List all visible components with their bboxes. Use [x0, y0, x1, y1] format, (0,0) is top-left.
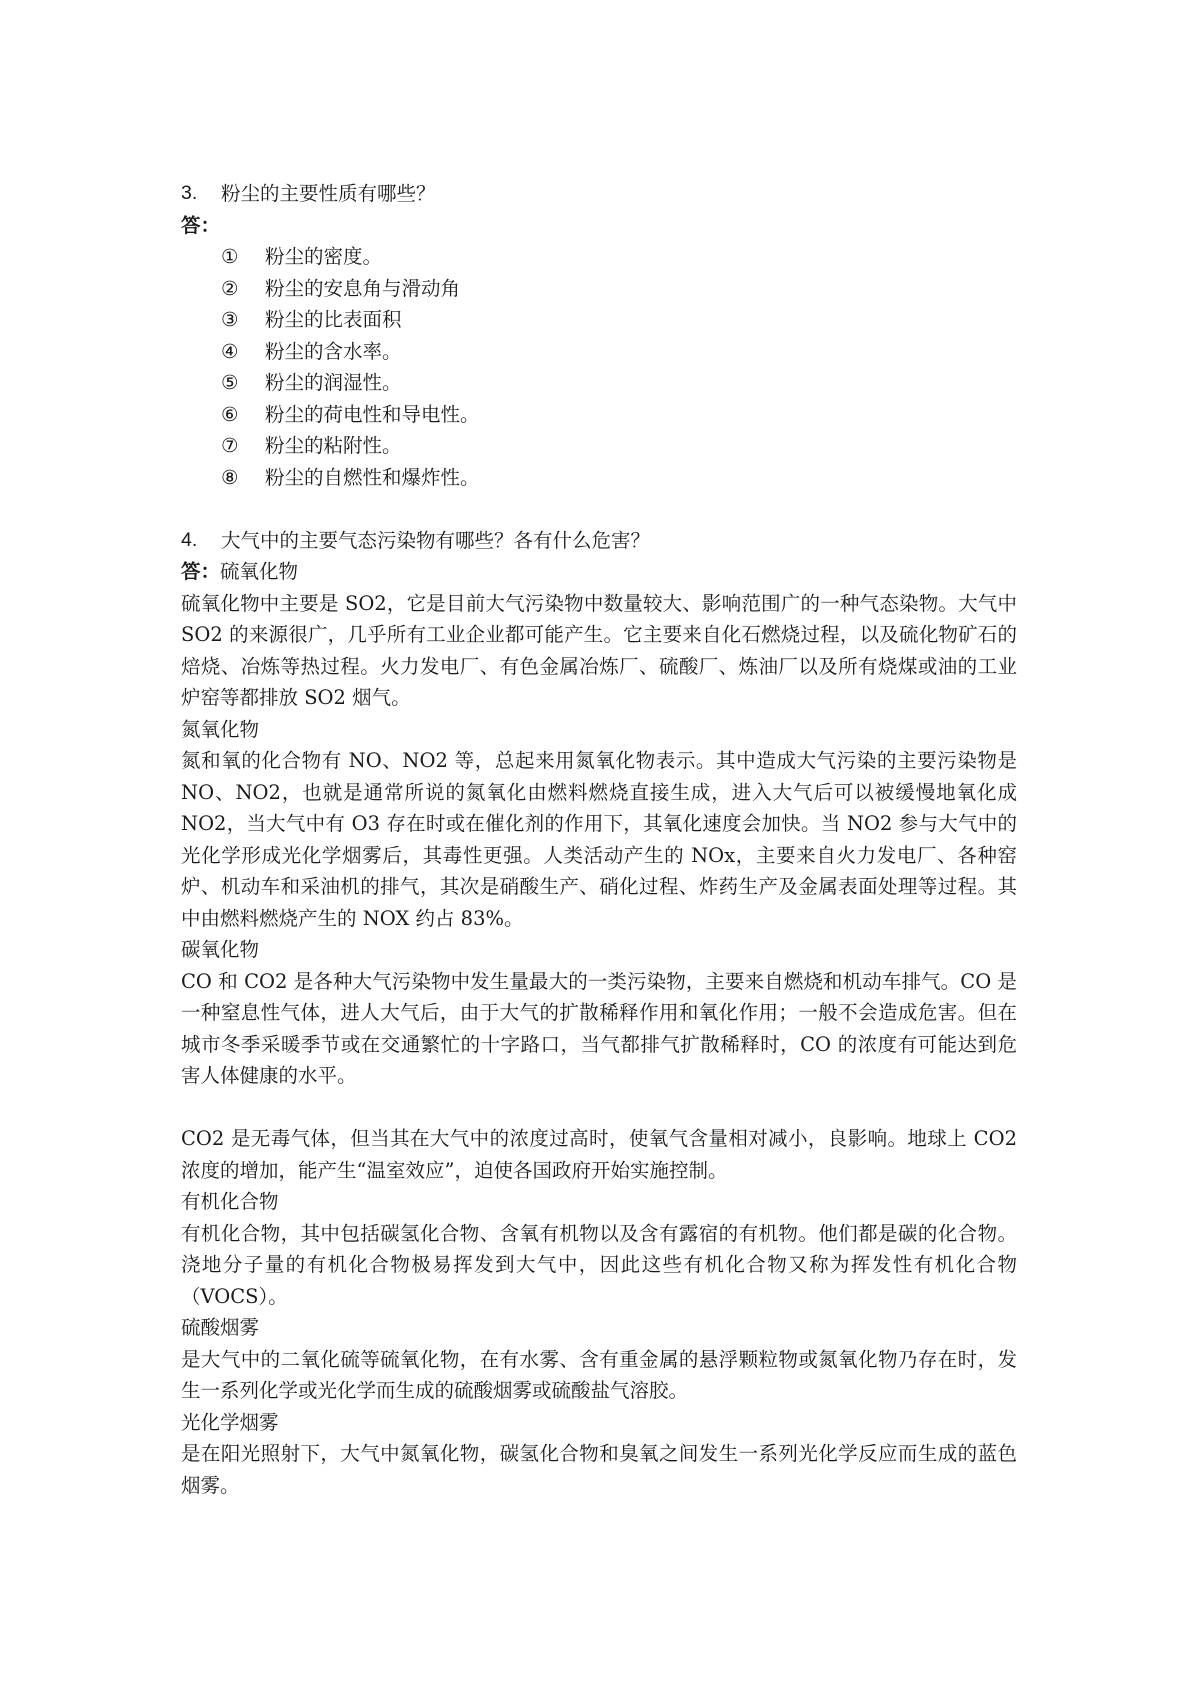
list-item-marker: ⑦	[221, 434, 239, 457]
list-item-text: 粉尘的粘附性。	[265, 434, 402, 457]
list-item-text: 粉尘的荷电性和导电性。	[265, 402, 480, 426]
paragraph-photochemical-smog: 是在阳光照射下，大气中氮氧化物，碳氢化合物和臭氧之间发生一系列光化学反应而生成的蓝色烟雾。	[181, 1442, 1017, 1497]
list-item-marker: ⑥	[221, 402, 239, 426]
question-4-text: 大气中的主要气态污染物有哪些？各有什么危害？	[221, 528, 651, 552]
paragraph-sulfuric-smog: 是大气中的二氧化硫等硫氧化物，在有水雾、含有重金属的悬浮颗粒物或氮氧化物乃存在时，发生一系列化学或光化学而生成的硫酸烟雾或硫酸盐气溶胶。	[181, 1347, 1017, 1402]
question-4-number: 4.	[181, 528, 198, 551]
paragraph-sulfur-oxides: 硫氧化物中主要是 SO2，它是目前大气污染物中数量较大、影响范围广的一种气态染物。大气中 SO2 的来源很广，几乎所有工业企业都可能产生。它主要来自化石燃烧过程，以及硫化物矿石的焙烧、冶炼等热过程。火力发电厂、有色金属冶炼厂、硫酸厂、炼油厂以及所有烧煤或油的工业炉窑等都排放 SO2 烟气。	[181, 591, 1017, 709]
section-heading-sulfuric-smog: 硫酸烟雾	[181, 1316, 260, 1339]
list-item-text: 粉尘的润湿性。	[265, 371, 402, 394]
spacer	[181, 1092, 1017, 1124]
paragraph-nitrogen-oxides: 氮和氧的化合物有 NO、NO2 等，总起来用氮氧化物表示。其中造成大气污染的主要污染物是 NO、NO2，也就是通常所说的氮氧化由燃料燃烧直接生成，进入大气后可以被缓慢地氧化成 NO2，当大气中有 O3 存在时或在催化剂的作用下，其氧化速度会加快。当 NO2 参与大气中的光化学形成光化学烟雾后，其毒性更强。人类活动产生的 NOx，主要来自火力发电厂、各种窑炉、机动车和采油机的排气，其次是硝酸生产、硝化过程、炸药生产及金属表面处理等过程。其中由燃料燃烧产生的 NOX 约占 83%。	[181, 749, 1017, 930]
list-item	[221, 304, 1017, 336]
paragraph-organic-compounds: 有机化合物，其中包括碳氢化合物、含氧有机物以及含有露宿的有机物。他们都是碳的化合物。浇地分子量的有机化合物极易挥发到大气中，因此这些有机化合物又称为挥发性有机化合物（VOCS）。	[181, 1221, 1017, 1308]
list-item-text: 粉尘的比表面积	[265, 308, 402, 331]
list-item-marker: ②	[221, 276, 239, 300]
question-3	[181, 178, 1017, 210]
list-item-text: 粉尘的密度。	[265, 245, 383, 268]
question-4	[181, 525, 1017, 557]
paragraph-carbon-oxides: CO 和 CO2 是各种大气污染物中发生量最大的一类污染物，主要来自燃烧和机动车排气。CO 是一种窒息性气体，进人大气后，由于大气的扩散稀释作用和氧化作用；一般不会造成危害。但在城市冬季采暖季节或在交通繁忙的十字路口，当气都排气扩散稀释时，CO 的浓度有可能达到危害人体健康的水平。	[181, 969, 1017, 1087]
spacer	[181, 493, 1017, 525]
section-heading-sulfur: 硫氧化物	[220, 560, 299, 583]
section-heading-organic: 有机化合物	[181, 1190, 279, 1213]
list-item-marker: ③	[221, 308, 239, 331]
list-item-text: 粉尘的自燃性和爆炸性。	[265, 465, 480, 489]
answer-3-label-line	[181, 210, 1017, 242]
paragraph-co2: CO2 是无毒气体，但当其在大气中的浓度过高时，使氧气含量相对减小，良影响。地球上 CO2 浓度的增加，能产生“温室效应”，迫使各国政府开始实施控制。	[181, 1127, 1017, 1182]
dust-properties-list	[181, 241, 1017, 493]
section-heading-nitrogen: 氮氧化物	[181, 717, 260, 741]
list-item-text: 粉尘的安息角与滑动角	[265, 276, 461, 300]
document-page	[181, 178, 1017, 1501]
answer-4-label: 答：	[181, 560, 221, 583]
list-item	[221, 367, 1017, 399]
list-item	[221, 399, 1017, 431]
answer-3-label: 答：	[181, 213, 221, 237]
list-item-marker: ⑤	[221, 371, 239, 394]
list-item-marker: ①	[221, 245, 239, 268]
section-heading-carbon: 碳氧化物	[181, 938, 260, 961]
list-item-text: 粉尘的含水率。	[265, 339, 402, 363]
list-item	[221, 241, 1017, 273]
section-heading-photochemical-smog: 光化学烟雾	[181, 1410, 279, 1434]
list-item-marker: ⑧	[221, 465, 239, 489]
list-item	[221, 336, 1017, 368]
list-item	[221, 430, 1017, 462]
answer-4-label-line	[181, 556, 1017, 588]
list-item	[221, 273, 1017, 305]
list-item-marker: ④	[221, 339, 239, 363]
list-item	[221, 462, 1017, 494]
question-3-text: 粉尘的主要性质有哪些？	[221, 182, 436, 205]
question-3-number: 3.	[181, 182, 198, 204]
